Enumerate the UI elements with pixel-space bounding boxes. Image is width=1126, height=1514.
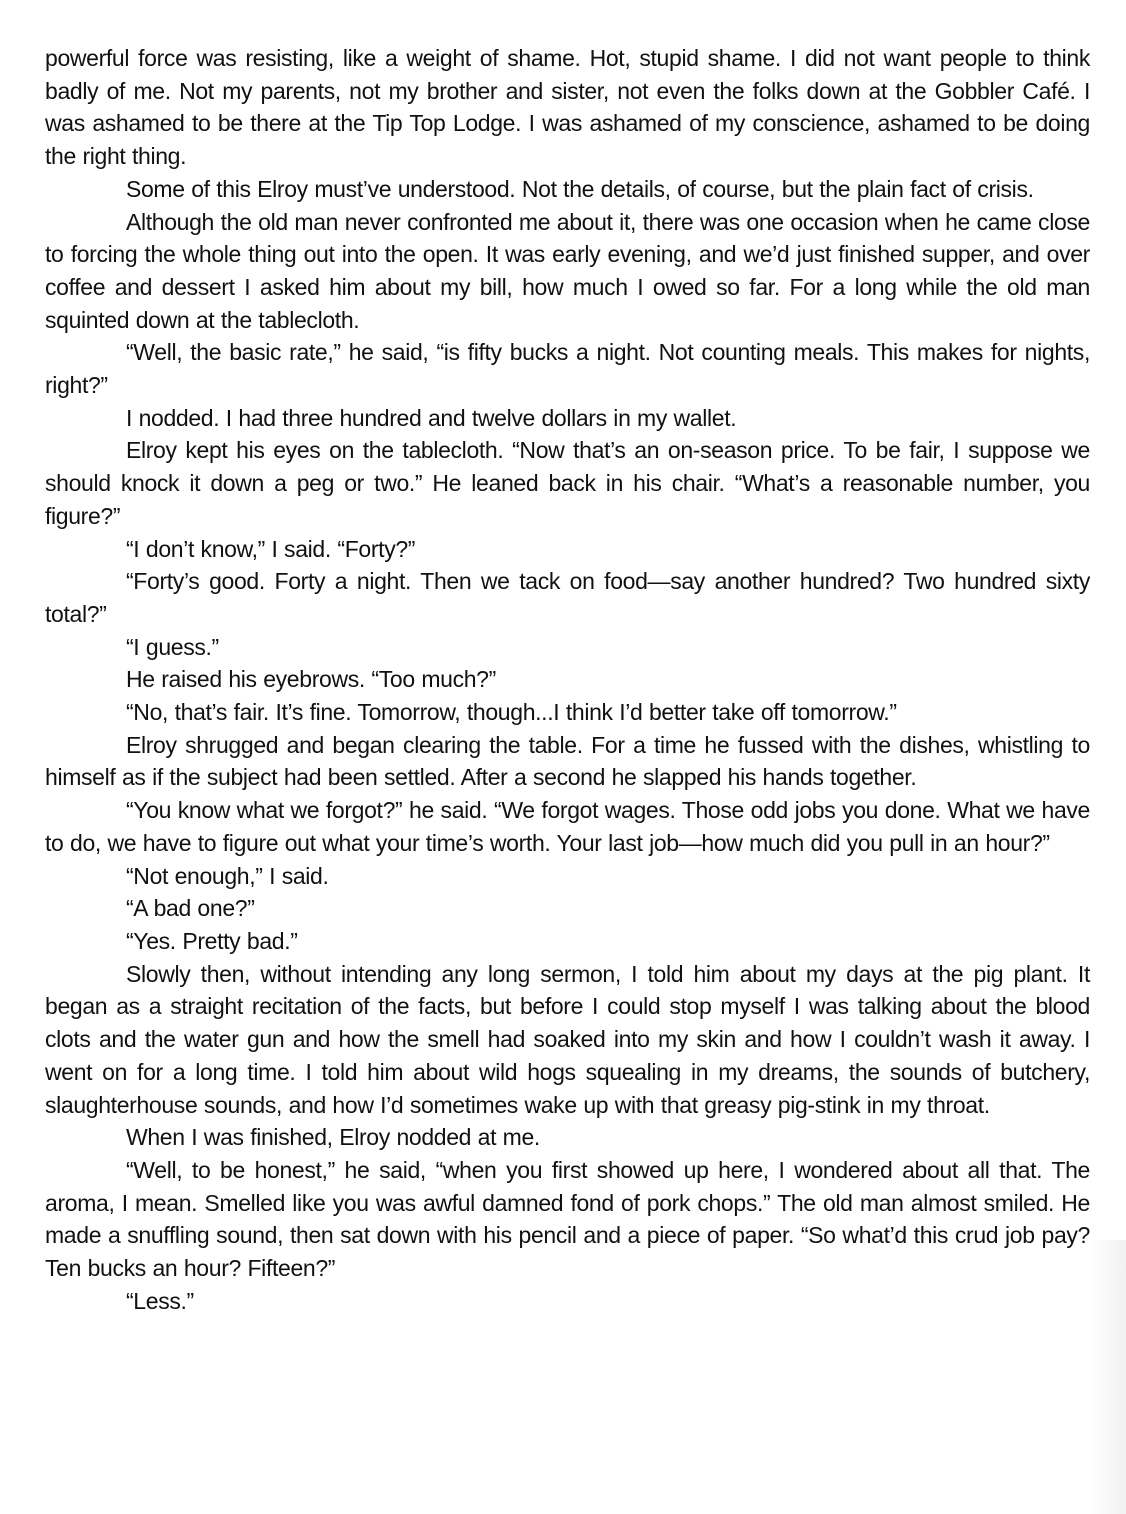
paragraph-1: powerful force was resisting, like a weight of shame. Hot, stupid shame. I did not want people to think badly of me. Not my parents, not my brother and sister, not even the folks down at the Gobbler Café. I was ashamed to be there at the Tip Top Lodge. I was ashamed of my conscience, ashamed to be doing the right thing. [45,45,1090,170]
paragraph-15: “A bad one?” [126,895,255,922]
paragraph-2: Some of this Elroy must’ve understood. Not the details, of course, but the plain fact of crisis. [126,175,1034,202]
paragraph-13: “You know what we forgot?” he said. “We forgot wages. Those odd jobs you done. What we have to do, we have to figure out what your time’s worth. Your last job—how much did you pull in an hour?” [45,797,1090,856]
paragraph-16: “Yes. Pretty bad.” [126,927,298,954]
paragraph-9: “I guess.” [126,633,219,660]
paragraph-6: Elroy kept his eyes on the tablecloth. “Now that’s an on-season price. To be fair, I suppose we should knock it down a peg or two.” He leaned back in his chair. “What’s a reasonable number, you figure?” [45,437,1090,529]
page-edge-shadow [1090,1240,1126,1514]
paragraph-20: “Less.” [126,1287,194,1314]
document-page [45,42,1090,1317]
paragraph-10: He raised his eyebrows. “Too much?” [126,666,496,693]
paragraph-12: Elroy shrugged and began clearing the table. For a time he fussed with the dishes, whistling to himself as if the subject had been settled. After a second he slapped his hands together. [45,731,1090,791]
paragraph-4: “Well, the basic rate,” he said, “is fifty bucks a night. Not counting meals. This makes for nights, right?” [45,339,1090,399]
paragraph-14: “Not enough,” I said. [126,862,329,889]
paragraph-18: When I was finished, Elroy nodded at me. [126,1124,540,1151]
paragraph-19: “Well, to be honest,” he said, “when you first showed up here, I wondered about all that. The aroma, I mean. Smelled like you was awful damned fond of pork chops.” The old man almost smiled. He made a snuffling sound, then sat down with his pencil and a piece of paper. “So what’d this crud job pay? Ten bucks an hour? Fifteen?” [45,1156,1090,1282]
paragraph-8: “Forty’s good. Forty a night. Then we tack on food—say another hundred? Two hundred sixty total?” [45,568,1090,627]
paragraph-7: “I don’t know,” I said. “Forty?” [126,535,416,562]
paragraph-3: Although the old man never confronted me about it, there was one occasion when he came close to forcing the whole thing out into the open. It was early evening, and we’d just finished supper, and over coffee and dessert I asked him about my bill, how much I owed so far. For a long while the old man squinted down at the tablecloth. [45,208,1090,333]
paragraph-17: Slowly then, without intending any long sermon, I told him about my days at the pig plant. It began as a straight recitation of the facts, but before I could stop myself I was talking about the blood clots and the water gun and how the smell had soaked into my skin and how I couldn’t wash it away. I went on for a long time. I told him about wild hogs squealing in my dreams, the sounds of butchery, slaughterhouse sounds, and how I’d sometimes wake up with that greasy pig-stink in my throat. [45,960,1090,1118]
paragraph-5: I nodded. I had three hundred and twelve dollars in my wallet. [126,404,737,431]
paragraph-11: “No, that’s fair. It’s fine. Tomorrow, though...I think I’d better take off tomorrow.” [126,699,897,726]
